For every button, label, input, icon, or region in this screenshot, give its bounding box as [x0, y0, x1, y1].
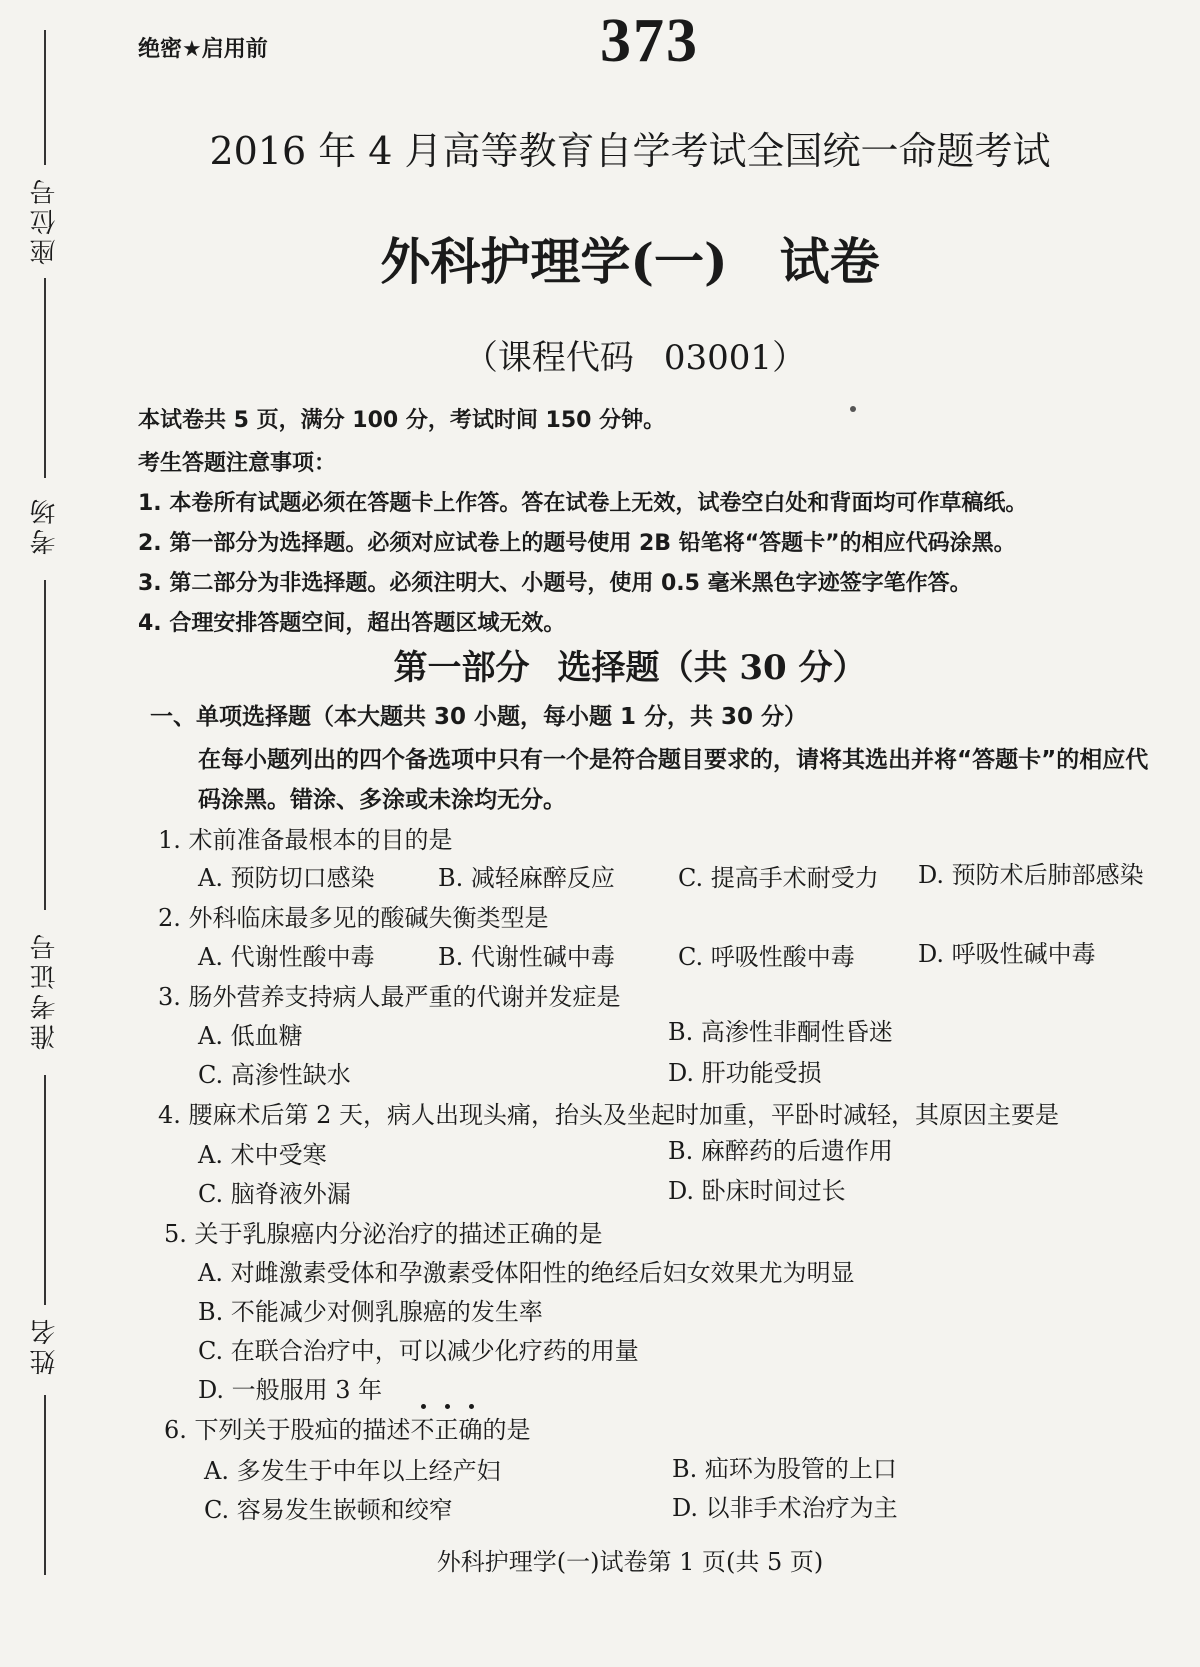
question-5-stem: 5. 关于乳腺癌内分泌治疗的描述正确的是 [164, 1220, 603, 1248]
question-6-option-a: A. 多发生于中年以上经产妇 [204, 1457, 501, 1485]
exam-room-label: 考场 [30, 495, 60, 555]
question-2-option-c: C. 呼吸性酸中毒 [678, 943, 855, 971]
notice-item: 3. 第二部分为非选择题。必须注明大、小题号，使用 0.5 毫米黑色字迹签字笔作答。 [138, 571, 972, 596]
exam-code-number: 373 [600, 7, 699, 75]
section-instruction: 在每小题列出的四个备选项中只有一个是符合题目要求的，请将其选出并将“答题卡”的相应代码涂黑。错涂、多涂或未涂均无分。 [198, 747, 1149, 813]
scan-dot [850, 406, 856, 412]
section-heading: 一、单项选择题（本大题共 30 小题，每小题 1 分，共 30 分） [150, 704, 808, 730]
admission-number-label: 准考证号 [30, 930, 60, 1050]
seat-number-label: 座位号 [30, 175, 60, 265]
question-6-option-d: D. 以非手术治疗为主 [672, 1494, 898, 1522]
question-1-option-d: D. 预防术后肺部感染 [918, 861, 1144, 889]
question-2-option-b: B. 代谢性碱中毒 [438, 943, 615, 971]
question-4-option-b: B. 麻醉药的后遗作用 [668, 1137, 893, 1165]
question-2-stem: 2. 外科临床最多见的酸碱失衡类型是 [158, 904, 549, 932]
notice-list [138, 484, 1178, 644]
notice-item: 4. 合理安排答题空间，超出答题区域无效。 [138, 611, 566, 636]
paper-subject: 外科护理学(一) [380, 232, 728, 291]
paper-summary: 本试卷共 5 页，满分 100 分，考试时间 150 分钟。 [138, 408, 666, 433]
question-1-option-b: B. 减轻麻醉反应 [438, 864, 615, 892]
course-code-label: （课程代码 [463, 338, 634, 378]
name-label: 姓名 [30, 1315, 60, 1375]
question-2-option-a: A. 代谢性酸中毒 [198, 943, 375, 971]
question-6-stem [164, 1410, 531, 1445]
emphasis-char: 确 [459, 1410, 483, 1445]
paper-title [0, 222, 1200, 294]
course-code [0, 330, 1200, 379]
question-6-stem-after: 的是 [482, 1416, 531, 1444]
question-3-option-a: A. 低血糖 [198, 1022, 303, 1050]
part-one-title [0, 640, 1200, 689]
question-1-stem: 1. 术前准备最根本的目的是 [158, 826, 453, 854]
question-4-option-c: C. 脑脊液外漏 [198, 1180, 351, 1208]
question-1-option-a: A. 预防切口感染 [198, 864, 375, 892]
paper-suffix: 试卷 [779, 232, 880, 291]
question-1-option-c: C. 提高手术耐受力 [678, 864, 879, 892]
question-6-stem-before: 6. 下列关于股疝的描述 [164, 1416, 411, 1444]
question-5-option-b: B. 不能减少对侧乳腺癌的发生率 [198, 1298, 543, 1326]
binding-line [44, 580, 46, 910]
question-2-option-d: D. 呼吸性碱中毒 [918, 940, 1096, 968]
question-3-option-c: C. 高渗性缺水 [198, 1061, 351, 1089]
question-4-option-a: A. 术中受寒 [198, 1141, 327, 1169]
notice-title: 考生答题注意事项： [138, 451, 337, 476]
question-3-option-d: D. 肝功能受损 [668, 1059, 822, 1087]
question-4-option-d: D. 卧床时间过长 [668, 1177, 846, 1205]
exam-title: 2016 年 4 月高等教育自学考试全国统一命题考试 [209, 129, 1051, 173]
question-4-stem: 4. 腰麻术后第 2 天，病人出现头痛，抬头及坐起时加重，平卧时减轻，其原因主要是 [158, 1101, 1060, 1129]
page-footer: 外科护理学(一)试卷第 1 页(共 5 页) [436, 1548, 824, 1576]
question-3-option-b: B. 高渗性非酮性昏迷 [668, 1018, 893, 1046]
part-one-subtitle: 选择题（共 30 分） [557, 648, 867, 688]
question-5-option-a: A. 对雌激素受体和孕激素受体阳性的绝经后妇女效果尤为明显 [198, 1259, 855, 1287]
emphasis-char: 正 [435, 1410, 459, 1445]
question-5-option-d: D. 一般服用 3 年 [198, 1376, 383, 1404]
question-6-option-c: C. 容易发生嵌顿和绞窄 [204, 1496, 453, 1524]
part-one-label: 第一部分 [393, 648, 530, 688]
course-code-value: 03001） [663, 338, 807, 378]
binding-line [44, 1075, 46, 1305]
question-6-option-b: B. 疝环为股管的上口 [672, 1455, 897, 1483]
emphasis-char: 不 [411, 1410, 435, 1445]
question-5-option-c: C. 在联合治疗中，可以减少化疗药的用量 [198, 1337, 639, 1365]
secret-label: 绝密★启用前 [138, 37, 268, 62]
question-3-stem: 3. 肠外营养支持病人最严重的代谢并发症是 [158, 983, 621, 1011]
notice-item: 2. 第一部分为选择题。必须对应试卷上的题号使用 2B 铅笔将“答题卡”的相应代码涂黑。 [138, 531, 1016, 556]
notice-item: 1. 本卷所有试题必须在答题卡上作答。答在试卷上无效，试卷空白处和背面均可作草稿纸。 [138, 491, 1028, 516]
